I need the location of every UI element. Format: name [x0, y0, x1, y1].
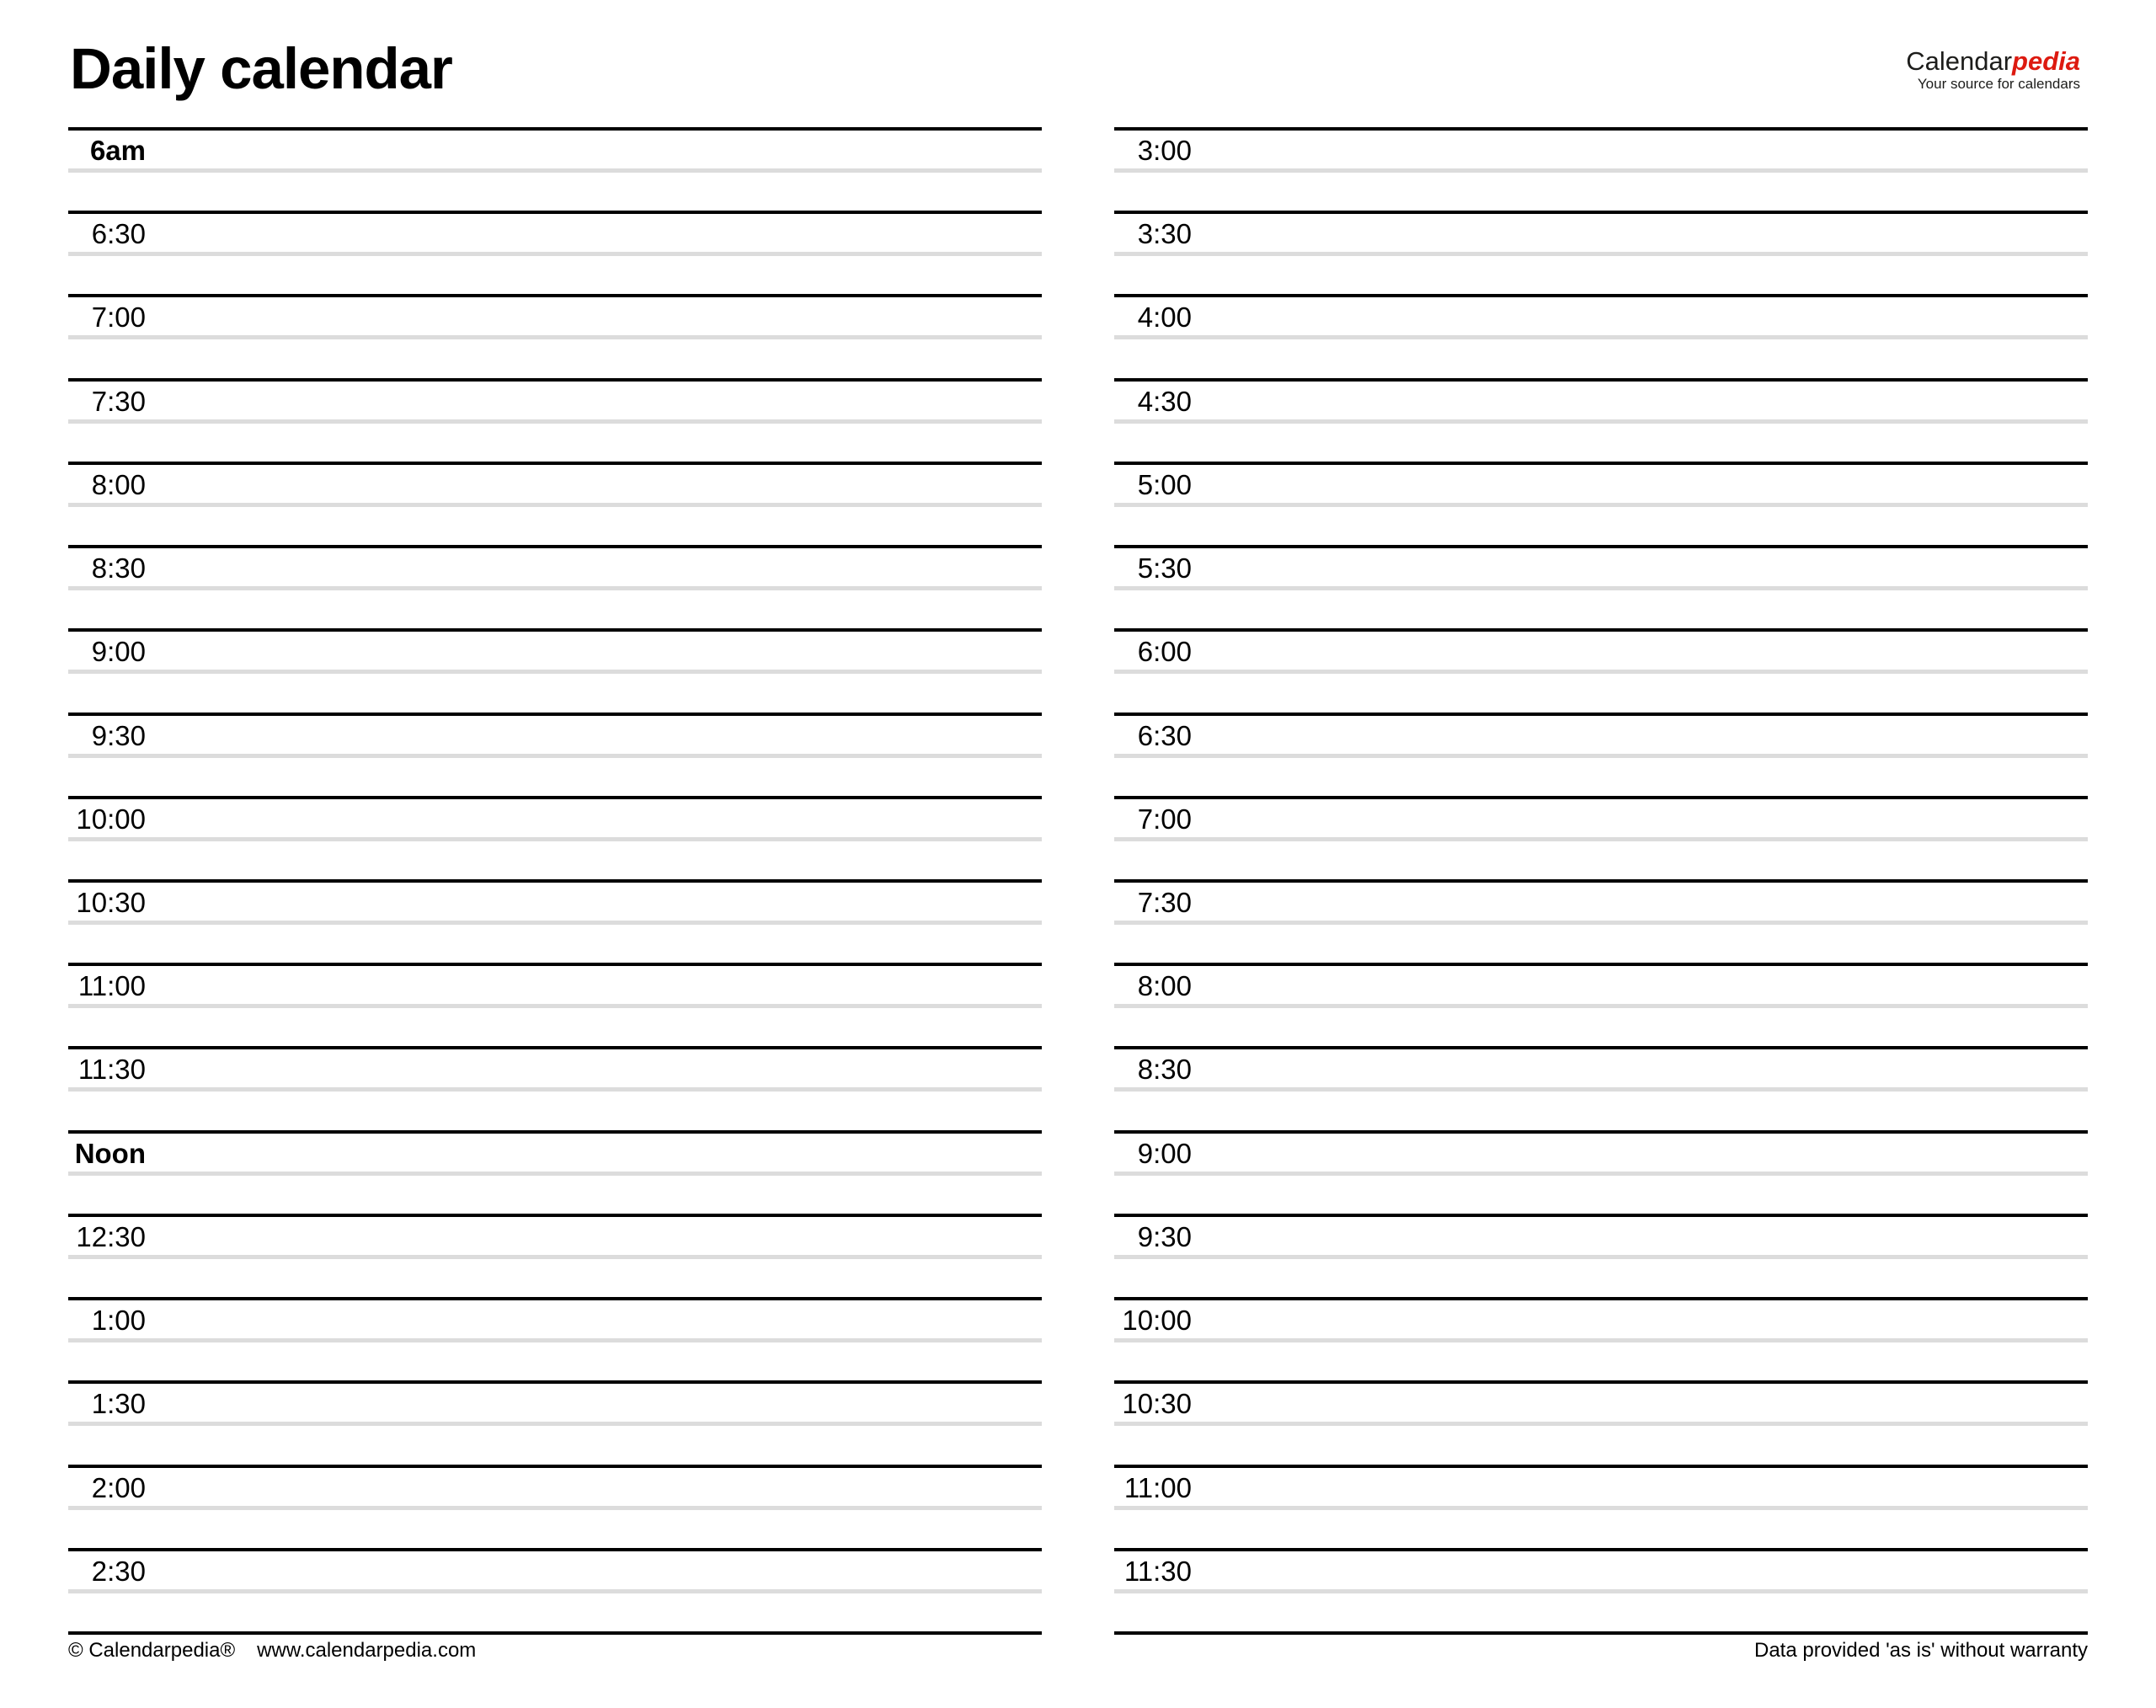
time-label: 6:00 — [1137, 636, 1192, 668]
time-label: 10:30 — [76, 886, 146, 918]
time-label: 11:00 — [1123, 1471, 1192, 1503]
half-hour-divider-line — [1114, 252, 2088, 256]
time-label: 4:00 — [1137, 302, 1192, 334]
half-hour-divider-line — [68, 586, 1042, 590]
half-hour-divider-line — [1114, 1589, 2088, 1593]
copyright-text: © Calendarpedia® — [68, 1639, 236, 1662]
time-label: 8:00 — [91, 468, 146, 500]
time-slot-1230 — [68, 1214, 1042, 1297]
logo-tagline: Your source for calendars — [1917, 76, 2080, 93]
time-slot-300 — [1114, 127, 2088, 211]
half-hour-divider-line — [68, 1087, 1042, 1092]
time-slot-1000 — [1114, 1297, 2088, 1380]
half-hour-divider-line — [1114, 419, 2088, 424]
time-label: 4:30 — [1137, 385, 1192, 417]
time-slot-830 — [68, 545, 1042, 628]
time-label: 7:30 — [1137, 886, 1192, 918]
half-hour-divider-line — [68, 1589, 1042, 1593]
time-label: 5:00 — [1137, 468, 1192, 500]
time-slot-1100 — [68, 963, 1042, 1046]
schedule-grid — [68, 127, 2088, 1635]
half-hour-divider-line — [1114, 670, 2088, 674]
half-hour-divider-line — [68, 335, 1042, 339]
half-hour-divider-line — [68, 754, 1042, 758]
half-hour-divider-line — [1114, 1087, 2088, 1092]
schedule-column-left — [68, 127, 1042, 1635]
page-title: Daily calendar — [70, 36, 452, 101]
time-label: 6:30 — [1137, 719, 1192, 751]
half-hour-divider-line — [68, 252, 1042, 256]
half-hour-divider-line — [1114, 1338, 2088, 1342]
half-hour-divider-line — [68, 1506, 1042, 1510]
half-hour-divider-line — [68, 1004, 1042, 1008]
time-label: 2:00 — [91, 1471, 146, 1503]
half-hour-divider-line — [1114, 1255, 2088, 1259]
time-label: 8:30 — [1137, 1054, 1192, 1086]
time-slot-6am — [68, 127, 1042, 211]
time-label: 8:30 — [91, 552, 146, 584]
time-label: 2:30 — [91, 1555, 146, 1587]
time-slot-930 — [1114, 1214, 2088, 1297]
half-hour-divider-line — [1114, 335, 2088, 339]
time-label: 6:30 — [91, 218, 146, 250]
disclaimer-text: Data provided 'as is' without warranty — [1753, 1639, 2088, 1662]
half-hour-divider-line — [1114, 754, 2088, 758]
half-hour-divider-line — [1114, 1172, 2088, 1176]
logo-text-black: Calendar — [1906, 46, 2013, 76]
half-hour-divider-line — [68, 1255, 1042, 1259]
half-hour-divider-line — [68, 921, 1042, 925]
time-slot-400 — [1114, 294, 2088, 377]
time-label: 9:30 — [91, 719, 146, 751]
time-label: Noon — [74, 1137, 146, 1169]
half-hour-divider-line — [68, 168, 1042, 173]
half-hour-divider-line — [1114, 168, 2088, 173]
time-slot-700 — [1114, 796, 2088, 879]
time-slot-200 — [68, 1465, 1042, 1548]
logo-wordmark — [1906, 47, 2080, 76]
time-slot-1100 — [1114, 1465, 2088, 1548]
time-slot-630 — [1114, 713, 2088, 796]
time-label: 9:00 — [91, 636, 146, 668]
time-label: 6am — [89, 135, 146, 166]
time-slot-730 — [68, 378, 1042, 462]
half-hour-divider-line — [68, 837, 1042, 841]
time-slot-230 — [68, 1548, 1042, 1631]
time-slot-930 — [68, 713, 1042, 796]
time-label: 10:00 — [1122, 1305, 1192, 1337]
time-label: 3:00 — [1137, 135, 1192, 166]
time-slot-530 — [1114, 545, 2088, 628]
time-slot-900 — [68, 628, 1042, 712]
time-slot-130 — [68, 1380, 1042, 1464]
time-label: 12:30 — [76, 1220, 146, 1252]
time-slot-630 — [68, 211, 1042, 294]
time-slot-830 — [1114, 1046, 2088, 1129]
half-hour-divider-line — [68, 1172, 1042, 1176]
half-hour-divider-line — [1114, 586, 2088, 590]
half-hour-divider-line — [1114, 1422, 2088, 1426]
time-slot-1030 — [68, 879, 1042, 963]
time-label: 8:00 — [1137, 970, 1192, 1002]
half-hour-divider-line — [1114, 1004, 2088, 1008]
time-label: 3:30 — [1137, 218, 1192, 250]
half-hour-divider-line — [68, 1338, 1042, 1342]
time-label: 1:00 — [91, 1305, 146, 1337]
logo-text-red: pedia — [2012, 46, 2080, 76]
time-slot-1130 — [68, 1046, 1042, 1129]
time-slot-noon — [68, 1130, 1042, 1214]
time-label: 7:30 — [91, 385, 146, 417]
calendarpedia-logo — [1906, 47, 2080, 93]
time-label: 9:00 — [1137, 1137, 1192, 1169]
half-hour-divider-line — [68, 670, 1042, 674]
time-label: 11:30 — [77, 1054, 146, 1086]
half-hour-divider-line — [68, 419, 1042, 424]
time-slot-700 — [68, 294, 1042, 377]
half-hour-divider-line — [1114, 1506, 2088, 1510]
time-slot-730 — [1114, 879, 2088, 963]
time-slot-800 — [1114, 963, 2088, 1046]
half-hour-divider-line — [68, 1422, 1042, 1426]
schedule-column-right — [1114, 127, 2088, 1635]
half-hour-divider-line — [1114, 921, 2088, 925]
time-slot-1030 — [1114, 1380, 2088, 1464]
time-label: 9:30 — [1137, 1220, 1192, 1252]
time-label: 11:00 — [77, 970, 146, 1002]
time-label: 7:00 — [91, 302, 146, 334]
time-label: 11:30 — [1123, 1555, 1192, 1587]
time-slot-1130 — [1114, 1548, 2088, 1631]
page-footer — [68, 1639, 2088, 1663]
time-slot-430 — [1114, 378, 2088, 462]
half-hour-divider-line — [1114, 503, 2088, 507]
footer-copyright-block — [68, 1639, 476, 1663]
time-label: 10:00 — [76, 803, 146, 835]
time-label: 7:00 — [1137, 803, 1192, 835]
half-hour-divider-line — [1114, 837, 2088, 841]
time-slot-800 — [68, 462, 1042, 545]
time-slot-500 — [1114, 462, 2088, 545]
time-label: 1:30 — [91, 1388, 146, 1420]
time-slot-600 — [1114, 628, 2088, 712]
time-slot-900 — [1114, 1130, 2088, 1214]
half-hour-divider-line — [68, 503, 1042, 507]
time-label: 5:30 — [1137, 552, 1192, 584]
website-link[interactable]: www.calendarpedia.com — [257, 1639, 477, 1662]
time-slot-100 — [68, 1297, 1042, 1380]
time-slot-330 — [1114, 211, 2088, 294]
time-slot-1000 — [68, 796, 1042, 879]
time-label: 10:30 — [1122, 1388, 1192, 1420]
